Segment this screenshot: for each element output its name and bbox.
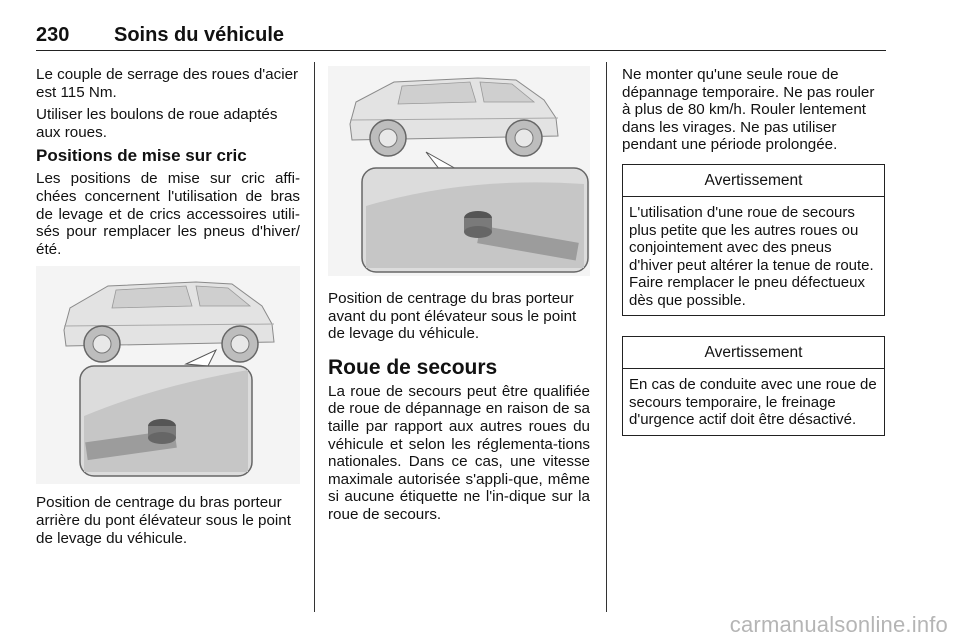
- page-header: [36, 24, 886, 50]
- warning-body-2: En cas de conduite avec une roue de secours temporaire, le freinage d'urgence actif doit être désactivé.: [629, 376, 877, 428]
- front-lift-caption: Position de centrage du bras porteur avant du pont élévateur sous le point de levage du véhicule.: [328, 290, 577, 343]
- warning-title-2: Avertissement: [623, 337, 884, 369]
- jacking-heading: Positions de mise sur cric: [36, 146, 247, 166]
- bolts-paragraph: Utiliser les boulons de roue adaptés aux roues.: [36, 106, 278, 141]
- spare-wheel-paragraph: La roue de secours peut être qualifiée de roue de dépannage en raison de sa taille par rapport aux autres roues du véhicule et selon les réglementa-tions nationales. Dans ce cas, une vitesse maximale autorisée s'appli-que, même si aucune étiquette ne l'in-dique sur la roue de secours.: [328, 382, 590, 523]
- temporary-wheel-paragraph: Ne monter qu'une seule roue de dépannage temporaire. Ne pas rouler à plus de 80 km/h. Rouler lentement dans les virages. Ne pas utiliser pendant une période prolongée.: [622, 66, 875, 154]
- column-2: [328, 66, 590, 529]
- column-divider-1: [314, 62, 315, 612]
- front-lift-point-illustration: [328, 66, 590, 276]
- warning-box-1: [622, 164, 885, 316]
- rear-lift-caption: Position de centrage du bras porteur arrière du pont élévateur sous le point de levage du véhicule.: [36, 494, 291, 547]
- warning-title-1: Avertissement: [623, 165, 884, 197]
- jacking-paragraph: Les positions de mise sur cric affi-chées concernent l'utilisation de bras de levage et de crics accessoires utili-sés pour remplacer les pneus d'hiver/été.: [36, 170, 300, 258]
- rear-lift-point-illustration: [36, 266, 300, 484]
- column-3: [622, 66, 886, 159]
- torque-paragraph: Le couple de serrage des roues d'acier est 115 Nm.: [36, 66, 299, 101]
- warning-box-2: [622, 336, 885, 436]
- page-title: Soins du véhicule: [114, 24, 285, 46]
- spare-wheel-heading: Roue de secours: [328, 355, 498, 379]
- warning-body-1: L'utilisation d'une roue de secours plus petite que les autres roues ou conjointement avec des pneus d'hiver peut altérer la tenue de route. Faire remplacer le pneu défectueux dès que possible.: [629, 204, 874, 309]
- watermark: carmanualsonline.info: [729, 612, 948, 637]
- page-number: 230: [36, 24, 70, 46]
- column-divider-2: [606, 62, 607, 612]
- column-1: [36, 66, 300, 552]
- header-rule: [36, 50, 886, 51]
